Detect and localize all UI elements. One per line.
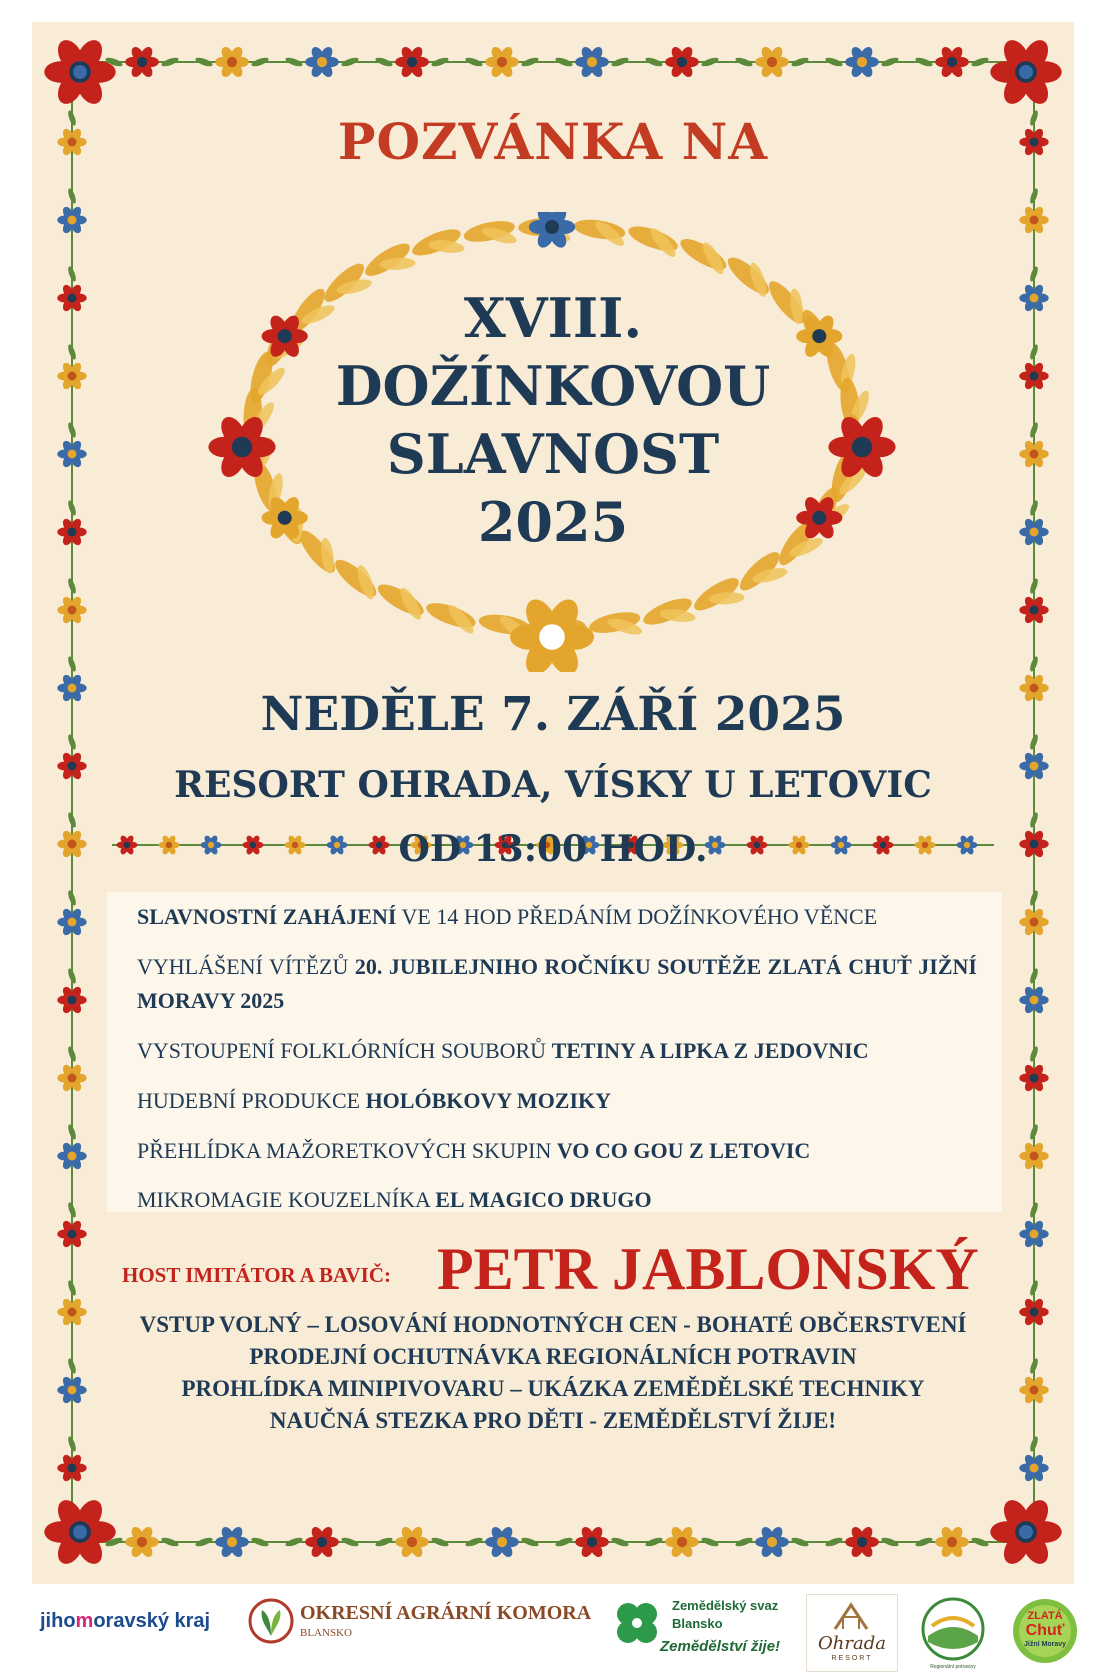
jmk-logo [40,1610,210,1633]
info-line-3: PROHLÍDKA MINIPIVOVARU – UKÁZKA ZEMĚDĚLSKÉ TECHNIKY [181,1376,925,1401]
flower-icon [575,1525,609,1559]
info-line-2: PRODEJNÍ OCHUTNÁVKA REGIONÁLNÍCH POTRAVIN [249,1344,857,1369]
jmk-logo-text: jiho [40,1610,76,1632]
title-year: 2025 [477,490,629,554]
jmk-logo-text: oravský kraj [93,1610,211,1632]
zsb-logo-text: Blansko [672,1616,723,1631]
flower-icon [755,1525,789,1559]
partner-logos [0,1588,1105,1677]
flower-icon [665,1525,699,1559]
program-item [137,1183,977,1217]
ohrada-logo-subtext: RESORT [831,1655,873,1662]
zlata-chut-logo [1010,1594,1080,1670]
flower-icon [845,45,879,79]
program-item-highlight: EL MAGICO DRUGO [435,1187,652,1212]
info-line-4: NAUČNÁ STEZKA PRO DĚTI - ZEMĚDĚLSTVÍ ŽIJE! [269,1408,837,1433]
zlata-chut-subtext: Jižní Moravy [1023,1641,1066,1648]
program-item-text: VYSTOUPENÍ FOLKLÓRNÍCH SOUBORŮ [137,1038,552,1063]
flower-icon [935,45,969,79]
oak-logo-text: OKRESNÍ AGRÁRNÍ KOMORA [300,1602,592,1624]
title-edition: XVIII. [463,286,643,350]
jmk-logo-accent: m [75,1610,94,1632]
flower-icon [215,45,249,79]
zsb-logo-slogan: Zemědělství žije! [660,1638,781,1655]
zsb-logo [610,1592,790,1672]
sunflower-icon [510,594,594,672]
ohrada-logo [806,1594,898,1672]
event-time: OD 13:00 HOD. [398,828,708,870]
flower-icon [485,1525,519,1559]
flower-icon [125,45,159,79]
ohrada-logo-text: Ohrada [818,1633,886,1654]
oak-logo [248,1596,592,1646]
regional-products-logo [920,1596,986,1668]
regional-products-text: Regionální potraviny [930,1664,976,1670]
flower-icon [395,1525,429,1559]
program-item-text: VYHLÁŠENÍ VÍTĚZŮ [137,954,355,979]
title-line-1: DOŽÍNKOVOU [335,354,771,418]
program-item-text: VE 14 HOD PŘEDÁNÍM DOŽÍNKOVÉHO VĚNCE [396,904,878,929]
flower-icon [125,1525,159,1559]
program-box [107,892,1002,1212]
zsb-logo-text: Zemědělský svaz [672,1598,779,1613]
program-item [137,1134,977,1168]
flower-icon [755,45,789,79]
program-item [137,1084,977,1118]
title-line-2: SLAVNOST [386,422,720,486]
flower-icon [305,45,339,79]
zlata-chut-text: ZLATÁ [1027,1610,1063,1622]
oak-logo-subtext: BLANSKO [300,1627,352,1639]
invite-heading: POZVÁNKA NA [337,112,769,171]
program-item-text: PŘEHLÍDKA MAŽORETKOVÝCH SKUPIN [137,1138,557,1163]
program-item-highlight: VO CO GOU Z LETOVIC [556,1138,811,1163]
clover-icon [610,1596,664,1650]
info-line-1: VSTUP VOLNÝ – LOSOVÁNÍ HODNOTNÝCH CEN - BOHATÉ OBČERSTVENÍ [139,1312,967,1337]
flower-icon [935,1525,969,1559]
ohrada-emblem-icon [831,1599,871,1633]
program-item-text: HUDEBNÍ PRODUKCE [137,1088,366,1113]
program-item [137,950,977,1018]
flower-icon [395,45,429,79]
poster [32,22,1074,1584]
program-item [137,1034,977,1068]
oak-emblem-icon [248,1598,294,1644]
flower-icon [665,45,699,79]
wreath-flower-icon [529,212,575,251]
event-date: NEDĚLE 7. ZÁŘÍ 2025 [260,687,846,742]
program-item-highlight: HOLÓBKOVY MOZIKY [365,1088,612,1113]
program-item-text: MIKROMAGIE KOUZELNÍKA [137,1187,436,1212]
program-item-highlight: TETINY A LIPKA Z JEDOVNIC [551,1038,869,1063]
program-item-highlight: SLAVNOSTNÍ ZAHÁJENÍ [137,904,397,929]
flower-icon [215,1525,249,1559]
regional-products-emblem-icon [920,1596,986,1662]
program-item-highlight: 20. JUBILEJNIHO ROČNÍKU SOUTĚŽE ZLATÁ CHUŤ JIŽNÍ MORAVY 2025 [137,954,977,1013]
host-name: PETR JABLONSKÝ [437,1236,979,1302]
event-place: RESORT OHRADA, VÍSKY U LETOVIC [174,764,932,806]
program-item [137,900,977,934]
flower-icon [305,1525,339,1559]
flower-icon [845,1525,879,1559]
zlata-chut-text: Chuť [1025,1622,1065,1639]
flower-icon [485,45,519,79]
host-label: HOST IMITÁTOR A BAVIČ: [122,1263,392,1287]
flower-icon [575,45,609,79]
